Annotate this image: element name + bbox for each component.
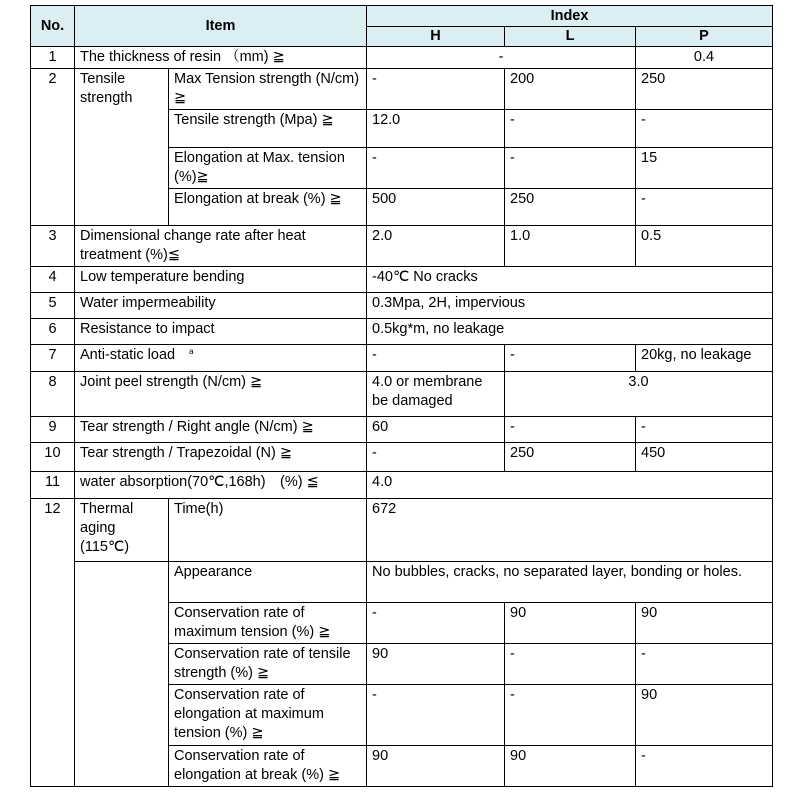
value-cell-p: - (636, 644, 773, 685)
table-row (31, 443, 773, 472)
value-cell-p: - (636, 417, 773, 443)
value-cell-h: - (367, 603, 505, 644)
value-cell-l: - (505, 148, 636, 189)
table-row (31, 562, 773, 603)
value-cell-h: 4.0 or membrane be damaged (367, 372, 505, 417)
table-row (31, 69, 773, 110)
col-header-p: P (636, 27, 773, 47)
table-row (31, 293, 773, 319)
item-cell: Joint peel strength (N/cm) ≧ (75, 372, 367, 417)
table-row (31, 472, 773, 499)
value-cell-l: 250 (505, 189, 636, 226)
value-cell-p: 90 (636, 685, 773, 746)
col-header-no: No. (31, 6, 75, 47)
value-cell-p: 250 (636, 69, 773, 110)
value-cell-l: - (505, 644, 636, 685)
sub-item-cell: Elongation at break (%) ≧ (169, 189, 367, 226)
sub-item-cell: Conservation rate of elongation at maximum tension (%) ≧ (169, 685, 367, 746)
col-header-h: H (367, 27, 505, 47)
table-row (31, 319, 773, 345)
item-cell (75, 345, 367, 372)
sub-item-cell: Conservation rate of elongation at break (%) ≧ (169, 746, 367, 787)
row-number: 11 (31, 472, 75, 499)
table-row (31, 417, 773, 443)
sub-item-cell: Conservation rate of tensile strength (%) ≧ (169, 644, 367, 685)
table-row (31, 226, 773, 267)
sub-item-cell: Max Tension strength (N/cm) ≧ (169, 69, 367, 110)
value-cell-index: 4.0 (367, 472, 773, 499)
value-cell-p: 15 (636, 148, 773, 189)
table-row (31, 47, 773, 69)
value-cell-p: 90 (636, 603, 773, 644)
value-cell-l: - (505, 685, 636, 746)
row-number: 10 (31, 443, 75, 472)
row-number: 8 (31, 372, 75, 417)
value-cell-h: - (367, 685, 505, 746)
value-cell-p: - (636, 189, 773, 226)
value-cell-l: - (505, 417, 636, 443)
value-cell-p: - (636, 110, 773, 148)
group-cell: Thermal aging (115℃) (75, 499, 169, 562)
sub-item-cell: Tensile strength (Mpa) ≧ (169, 110, 367, 148)
value-cell-h: - (367, 148, 505, 189)
value-cell-h: - (367, 443, 505, 472)
value-cell-h: - (367, 69, 505, 110)
value-cell-l: 90 (505, 603, 636, 644)
value-cell-l: 90 (505, 746, 636, 787)
table-row (31, 267, 773, 293)
value-cell-index: 672 (367, 499, 773, 562)
value-cell-h: 2.0 (367, 226, 505, 267)
value-cell-l: - (505, 110, 636, 148)
row-number: 5 (31, 293, 75, 319)
item-cell: Resistance to impact (75, 319, 367, 345)
row-number: 3 (31, 226, 75, 267)
value-cell-p: 0.5 (636, 226, 773, 267)
sub-item-cell: Conservation rate of maximum tension (%) ≧ (169, 603, 367, 644)
col-header-index: Index (367, 6, 773, 27)
item-cell: Low temperature bending (75, 267, 367, 293)
footnote-marker: a (189, 347, 194, 356)
sub-item-cell: Elongation at Max. tension (%)≧ (169, 148, 367, 189)
table-row (31, 499, 773, 562)
item-cell: The thickness of resin （mm) ≧ (75, 47, 367, 69)
value-cell-p: 450 (636, 443, 773, 472)
value-cell-l: 200 (505, 69, 636, 110)
item-cell: Water impermeability (75, 293, 367, 319)
table-row (31, 372, 773, 417)
row-number: 7 (31, 345, 75, 372)
sub-item-cell: Time(h) (169, 499, 367, 562)
row-number: 6 (31, 319, 75, 345)
row-number: 2 (31, 69, 75, 226)
value-cell-l: - (505, 345, 636, 372)
value-cell-h: 90 (367, 746, 505, 787)
value-cell-h: 60 (367, 417, 505, 443)
header-row (31, 6, 773, 27)
table-row (31, 345, 773, 372)
value-cell-index: No bubbles, cracks, no separated layer, bonding or holes. (367, 562, 773, 603)
item-cell: Tear strength / Right angle (N/cm) ≧ (75, 417, 367, 443)
value-cell-h: 12.0 (367, 110, 505, 148)
value-cell-l: 250 (505, 443, 636, 472)
sub-item-cell: Appearance (169, 562, 367, 603)
col-header-l: L (505, 27, 636, 47)
value-cell-index: 0.5kg*m, no leakage (367, 319, 773, 345)
row-number: 4 (31, 267, 75, 293)
col-header-item: Item (75, 6, 367, 47)
value-cell-l: 1.0 (505, 226, 636, 267)
item-cell: water absorption(70℃,168h) (%) ≦ (75, 472, 367, 499)
value-cell-p: 0.4 (636, 47, 773, 69)
row-number: 1 (31, 47, 75, 69)
value-cell-h: 500 (367, 189, 505, 226)
value-cell-lp: 3.0 (505, 372, 773, 417)
item-cell: Tear strength / Trapezoidal (N) ≧ (75, 443, 367, 472)
value-cell-h: - (367, 345, 505, 372)
group-cell-empty (75, 562, 169, 787)
value-cell-hl: - (367, 47, 636, 69)
row-number: 12 (31, 499, 75, 787)
row-number: 9 (31, 417, 75, 443)
item-label: Anti-static load (80, 347, 176, 363)
value-cell-p: - (636, 746, 773, 787)
group-cell: Tensile strength (75, 69, 169, 226)
value-cell-h: 90 (367, 644, 505, 685)
item-cell: Dimensional change rate after heat treatment (%)≦ (75, 226, 367, 267)
spec-table (30, 5, 773, 787)
value-cell-p: 20kg, no leakage (636, 345, 773, 372)
value-cell-index: 0.3Mpa, 2H, impervious (367, 293, 773, 319)
value-cell-index: -40℃ No cracks (367, 267, 773, 293)
